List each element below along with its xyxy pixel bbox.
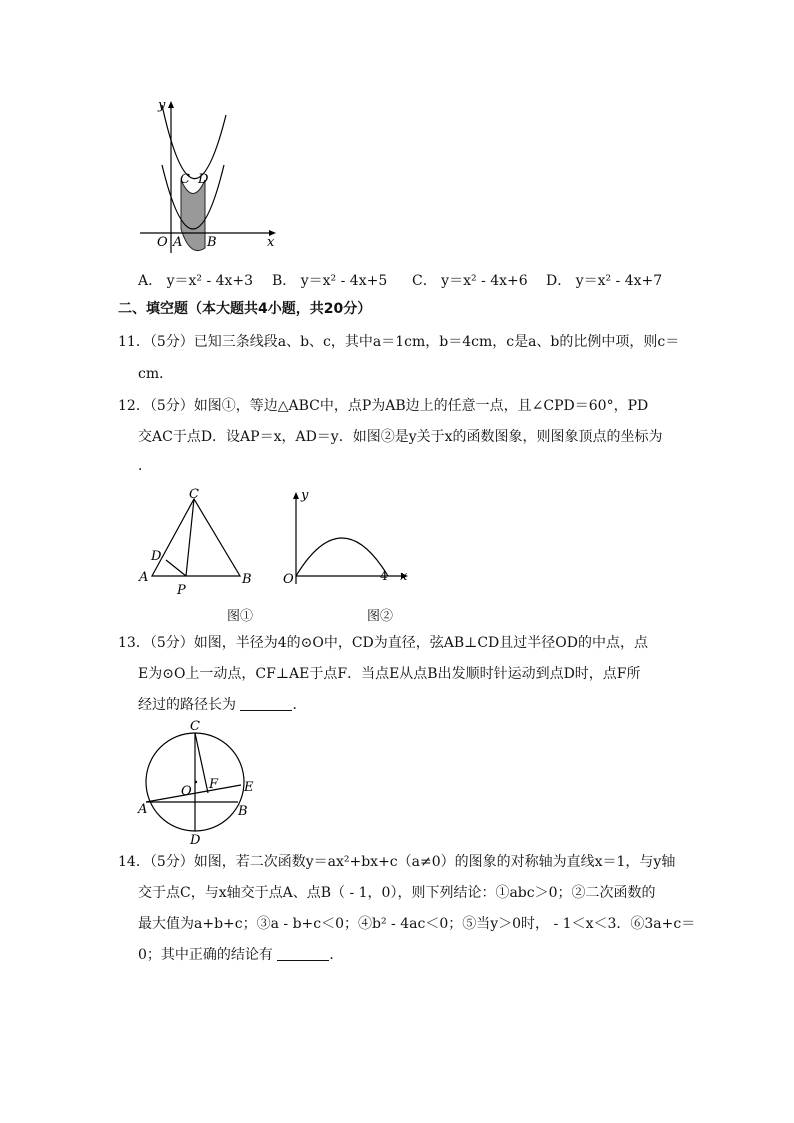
q13-line-1: 13．（5分）如图，半径为4的⊙O中，CD为直径，弦AB⊥CD且过半径OD的中点，点 [118, 635, 648, 651]
q10-option-d [546, 270, 662, 290]
label-f: F [209, 777, 219, 792]
label-c: C [180, 172, 190, 187]
q10-parabola-figure [130, 95, 290, 255]
label-4: 4 [380, 569, 388, 583]
shaded-region [181, 180, 205, 251]
q14-line-3: 最大值为a+b+c；③a - b+c＜0；④b² - 4ac＜0；⑤当y＞0时， - 1＜x＜3．⑥3a+c＝ [138, 916, 696, 932]
label-x: x [400, 569, 408, 584]
q11-line-2: cm． [138, 366, 174, 382]
q12-line-1: 12．（5分）如图①，等边△ABC中，点P为AB边上的任意一点，且∠CPD＝60°，PD [118, 398, 649, 414]
label-o: O [157, 235, 168, 250]
q10-option-b [272, 270, 387, 290]
label-x: x [267, 235, 275, 250]
q13-text: 经过的路径长为 [138, 697, 236, 713]
fig1-caption: 图① [227, 609, 254, 624]
q12-function-figure [280, 486, 420, 590]
q12-triangle-figure [130, 483, 270, 601]
option-letter: A． [138, 273, 163, 289]
q10-option-a [138, 270, 253, 290]
option-expr: y＝x² - 4x+5 [300, 273, 388, 289]
parabola-arc [296, 538, 388, 576]
label-y: y [301, 488, 309, 503]
label-b: B [238, 804, 248, 819]
q13-circle-figure [130, 714, 270, 850]
q14-line-2: 交于点C，与x轴交于点A、点B（ - 1，0），则下列结论：①abc＞0；②二次函数的 [138, 885, 656, 901]
y-axis-arrow [168, 101, 174, 108]
option-expr: y＝x² - 4x+7 [575, 273, 663, 289]
label-p: P [177, 583, 186, 598]
upper-parabola [162, 105, 226, 179]
label-d: D [151, 549, 162, 564]
triangle-abc [152, 499, 240, 576]
label-e: E [244, 780, 254, 795]
label-a: A [138, 802, 148, 817]
answer-blank [277, 946, 329, 961]
option-letter: D． [546, 273, 572, 289]
q12-line-2: 交AC于点D．设AP＝x，AD＝y．如图②是y关于x的函数图象，则图象顶点的坐标为 [138, 429, 663, 445]
option-letter: B． [272, 273, 297, 289]
option-letter: C． [412, 273, 437, 289]
y-axis-arrow [293, 492, 299, 499]
segment-pd [166, 560, 186, 576]
option-expr: y＝x² - 4x+6 [441, 273, 528, 289]
label-o: O [283, 572, 294, 587]
center-dot [195, 781, 197, 783]
label-c: C [190, 719, 200, 734]
label-b: B [242, 572, 252, 587]
segment-ae [146, 785, 241, 802]
q11-line-1: 11．（5分）已知三条线段a、b、c，其中a＝1cm，b＝4cm，c是a、b的比例中项，则c＝ [118, 334, 680, 350]
label-b: B [207, 235, 217, 250]
label-o: O [181, 784, 192, 799]
q12-line-3: ． [138, 458, 152, 474]
label-a: A [139, 570, 149, 585]
q14-period: ． [329, 947, 344, 963]
q13-line-2: E为⊙O上一动点，CF⊥AE于点F．当点E从点B出发顺时针运动到点D时，点F所 [138, 666, 641, 682]
answer-blank [240, 696, 292, 711]
q13-period: ． [292, 697, 307, 713]
q13-line-3 [138, 695, 306, 715]
label-d: D [198, 172, 209, 187]
q10-option-c [412, 270, 528, 290]
segment-cf [195, 733, 208, 793]
label-c: C [189, 487, 199, 502]
label-a: A [173, 235, 183, 250]
section-header: 二、填空题（本大题共4小题，共20分） [118, 301, 372, 317]
label-d: D [190, 833, 201, 848]
q14-line-4 [138, 945, 343, 965]
q14-line-1: 14．（5分）如图，若二次函数y＝ax²+bx+c（a≠0）的图象的对称轴为直线x＝1，与y轴 [118, 854, 676, 870]
option-expr: y＝x² - 4x+3 [166, 273, 254, 289]
fig2-caption: 图② [367, 609, 394, 624]
q14-text: 0；其中正确的结论有 [138, 947, 273, 963]
label-y: y [158, 98, 166, 113]
